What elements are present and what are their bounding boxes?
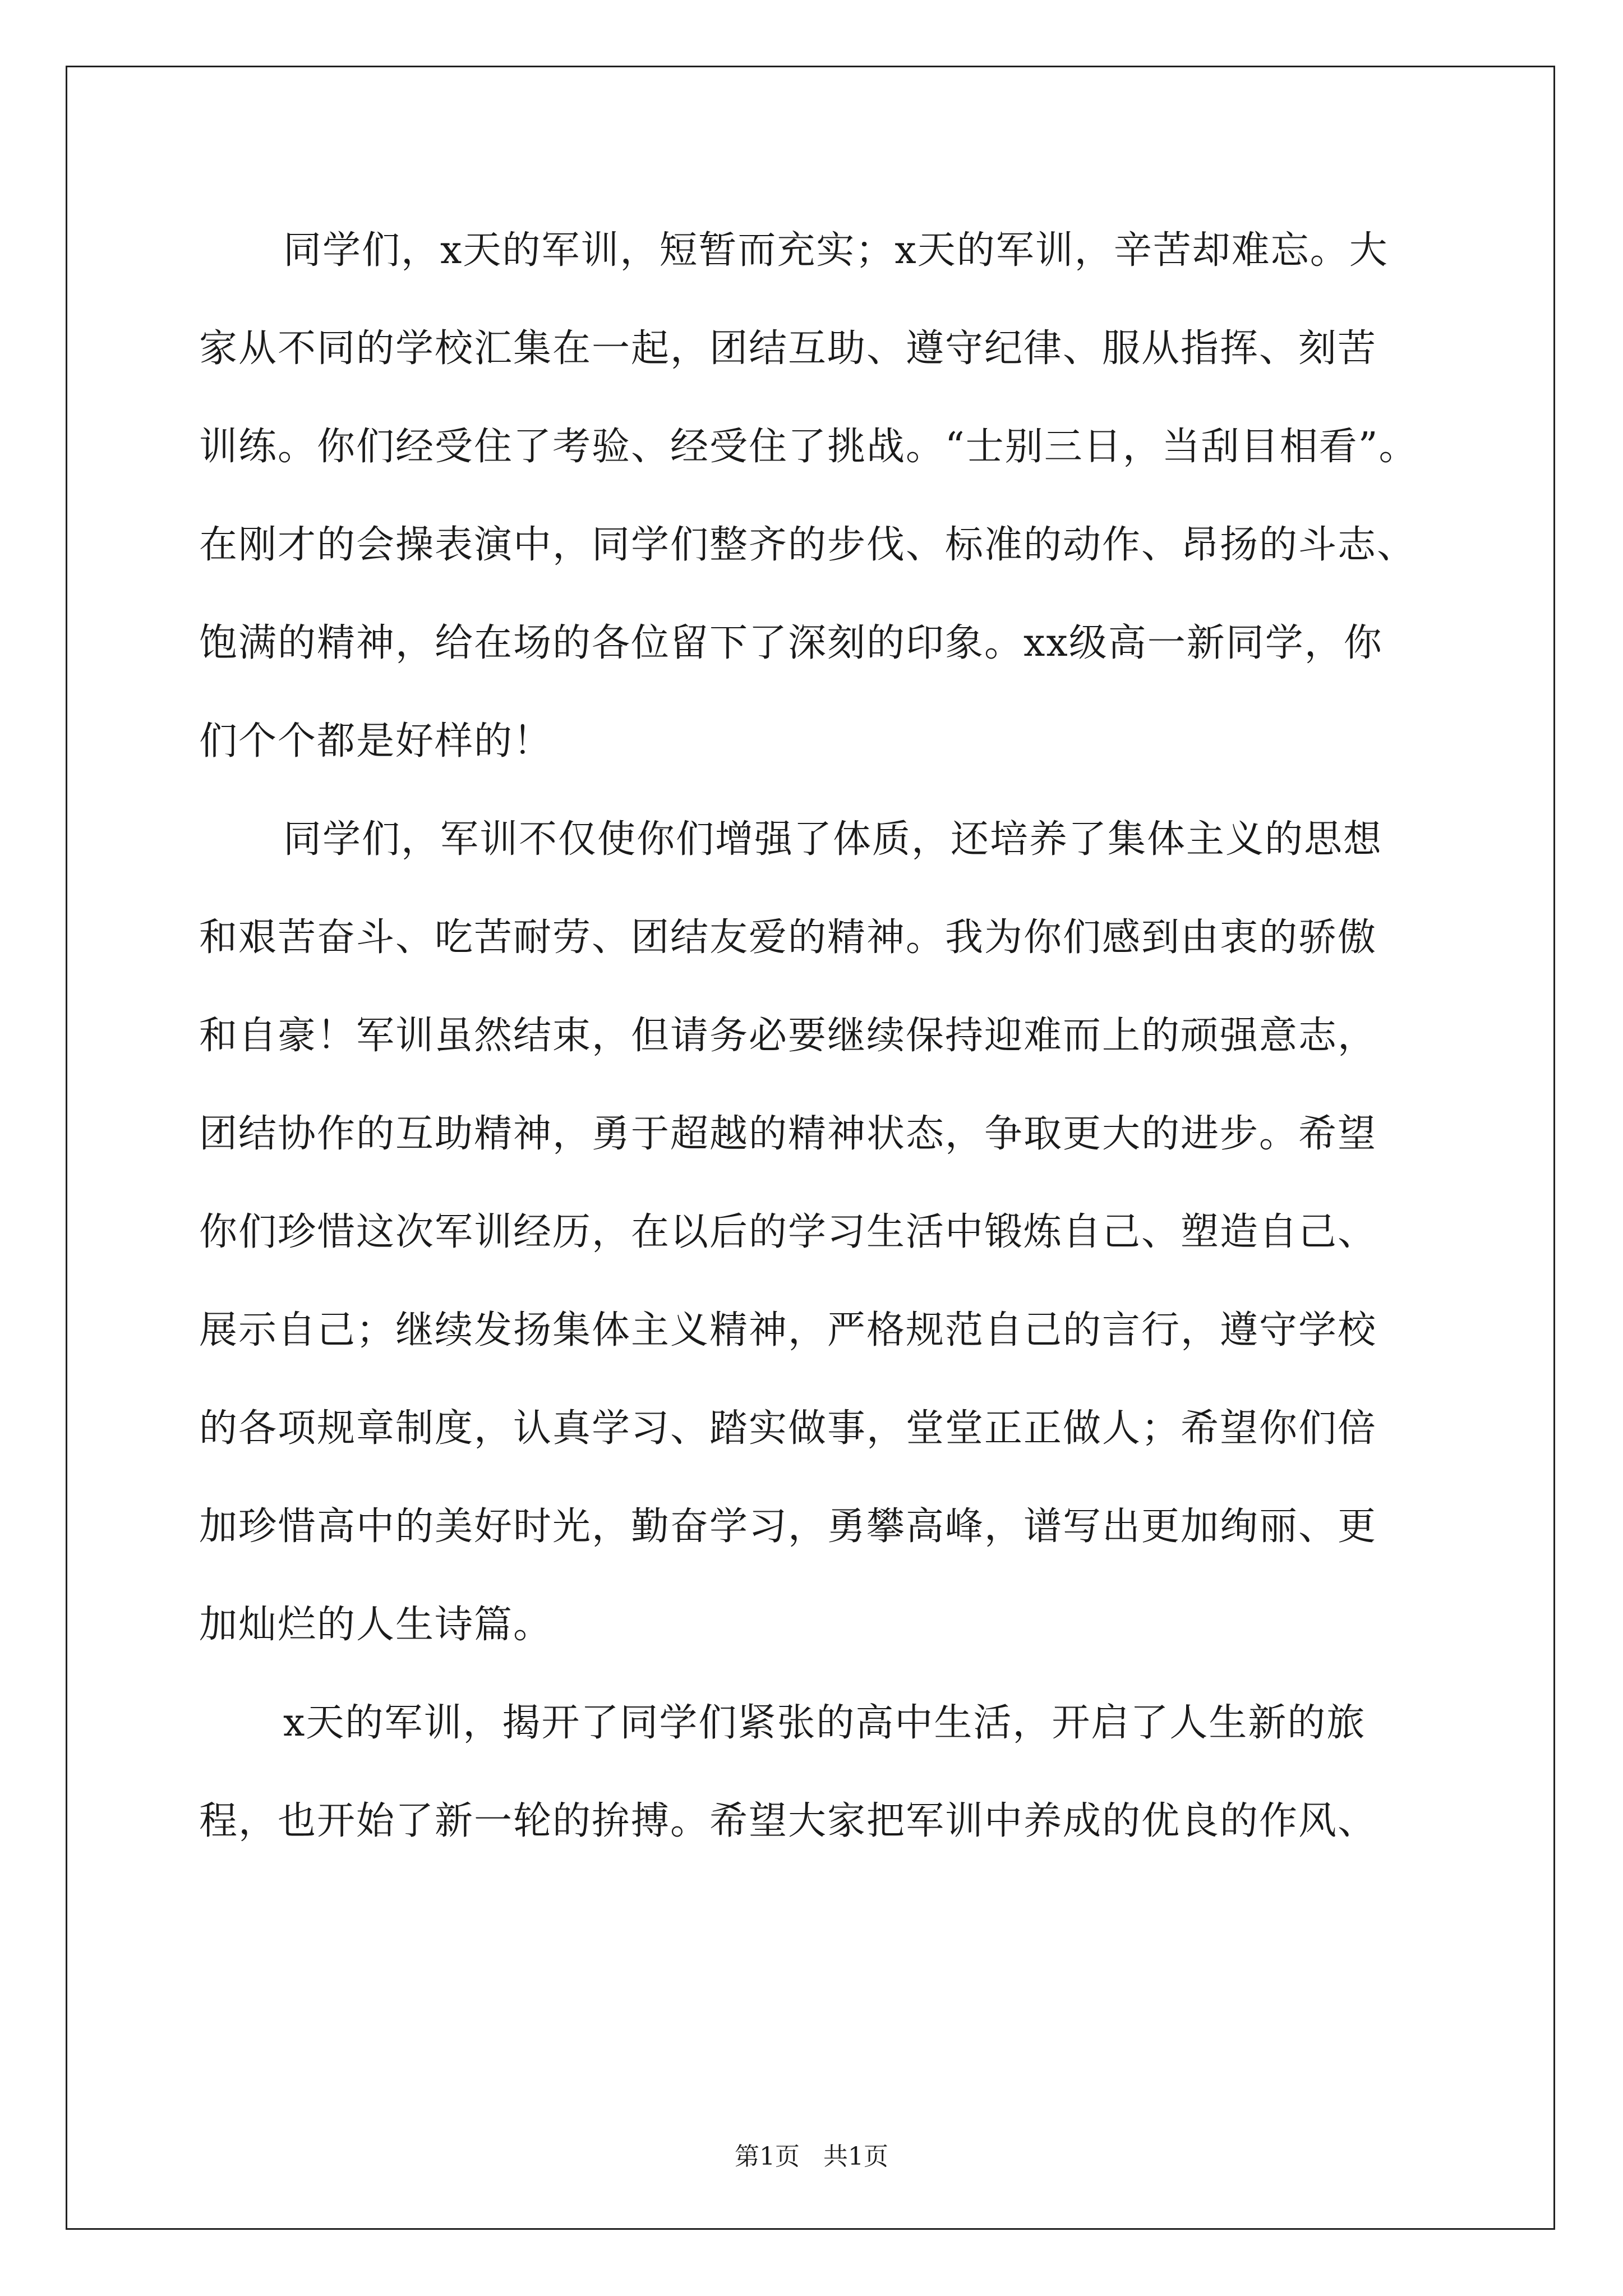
paragraph-2-line-4: 团结协作的互助精神，勇于超越的精神状态，争取更大的进步。希望 xyxy=(199,1112,1377,1156)
paragraph-2-line-2: 和艰苦奋斗、吃苦耐劳、团结友爱的精神。我为你们感到由衷的骄傲 xyxy=(199,915,1377,960)
page-footer xyxy=(0,2140,1623,2174)
paragraph-2-line-8: 加珍惜高中的美好时光，勤奋学习，勇攀高峰，谱写出更加绚丽、更 xyxy=(199,1504,1377,1549)
paragraph-2-line-3: 和自豪！军训虽然结束，但请务必要继续保持迎难而上的顽强意志， xyxy=(199,1014,1377,1058)
page-number: 第1页 xyxy=(735,2142,800,2171)
paragraph-2-line-9: 加灿烂的人生诗篇。 xyxy=(199,1603,553,1647)
paragraph-1-line-1: 同学们，x天的军训，短暂而充实；x天的军训，辛苦却难忘。大 xyxy=(283,228,1389,273)
paragraph-2-line-5: 你们珍惜这次军训经历，在以后的学习生活中锻炼自己、塑造自己、 xyxy=(199,1210,1377,1254)
paragraph-1-line-3: 训练。你们经受住了考验、经受住了挑战。“士别三日，当刮目相看”。 xyxy=(199,425,1418,469)
paragraph-1-line-6: 们个个都是好样的！ xyxy=(199,719,553,763)
paragraph-2-line-1: 同学们，军训不仅使你们增强了体质，还培养了集体主义的思想 xyxy=(283,817,1383,862)
paragraph-3-line-1: x天的军训，揭开了同学们紧张的高中生活，开启了人生新的旅 xyxy=(283,1701,1366,1745)
paragraph-3-line-2: 程，也开始了新一轮的拚搏。希望大家把军训中养成的优良的作风、 xyxy=(199,1799,1377,1843)
paragraph-1-line-2: 家从不同的学校汇集在一起，团结互助、遵守纪律、服从指挥、刻苦 xyxy=(199,326,1377,371)
paragraph-2-line-6: 展示自己；继续发扬集体主义精神，严格规范自己的言行，遵守学校 xyxy=(199,1308,1377,1352)
paragraph-2-line-7: 的各项规章制度，认真学习、踏实做事，堂堂正正做人；希望你们倍 xyxy=(199,1406,1377,1451)
paragraph-1-line-5: 饱满的精神，给在场的各位留下了深刻的印象。xx级高一新同学，你 xyxy=(199,621,1383,665)
total-pages: 共1页 xyxy=(823,2142,888,2171)
paragraph-1-line-4: 在刚才的会操表演中，同学们整齐的步伐、标准的动作、昂扬的斗志、 xyxy=(199,523,1417,567)
